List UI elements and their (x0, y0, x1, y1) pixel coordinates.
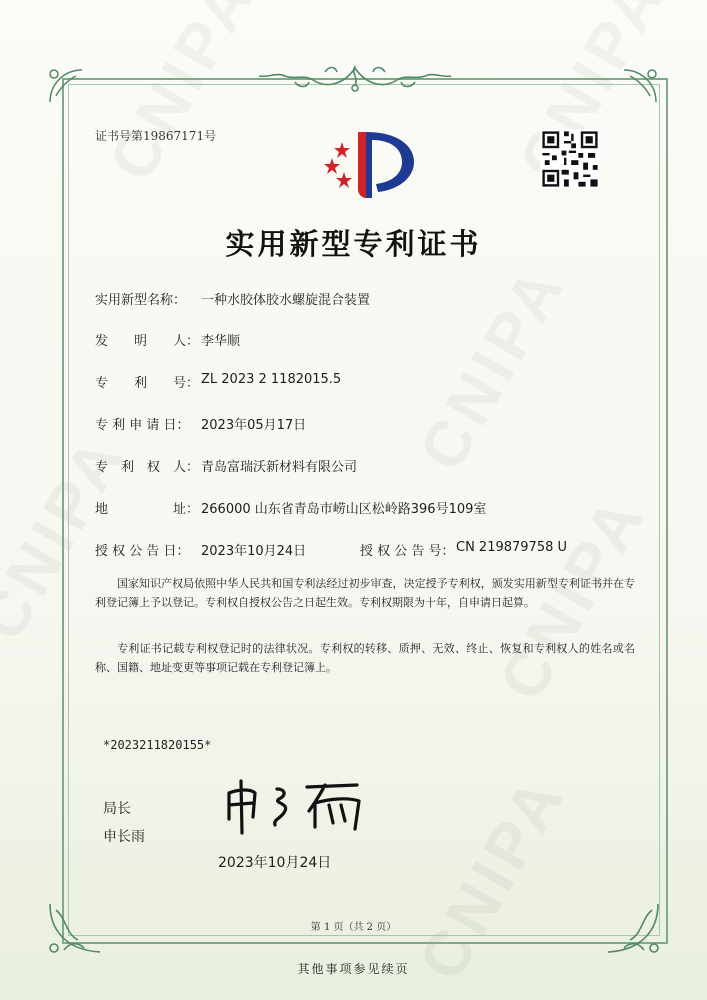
address-value: 266000 山东省青岛市崂山区松岭路396号109室 (201, 502, 487, 517)
grant-statement-paragraph: 国家知识产权局依照中华人民共和国专利法经过初步审查，决定授予专利权，颁发实用新型专利证书并在专利登记簿上予以登记。专利权自授权公告之日起生效。专利权期限为十年，自申请日起算。 (95, 577, 635, 609)
grant-number-label: 授 权 公 告 号： (360, 544, 455, 559)
barcode-serial: *2023211820155* (103, 738, 212, 752)
patent-number-label: 专 利 号： (95, 376, 200, 391)
handwritten-signature (215, 775, 375, 835)
qr-code-icon (540, 129, 600, 189)
grant-date-value: 2023年10月24日 (201, 544, 307, 559)
floral-ornament-icon (255, 62, 455, 96)
page-number: 第 1 页（共 2 页） (310, 922, 397, 933)
inventor-label: 发 明 人： (95, 334, 200, 349)
certificate-title: 实用新型专利证书 (225, 227, 482, 261)
signature-date: 2023年10月24日 (218, 855, 332, 871)
legal-status-paragraph: 专利证书记载专利权登记时的法律状况。专利权的转移、质押、无效、终止、恢复和专利权人的姓名或名称、国籍、地址变更等事项记载在专利登记簿上。 (95, 642, 635, 674)
signatory-title: 局长 (103, 801, 131, 817)
filing-date-label: 专 利 申 请 日： (95, 418, 190, 433)
address-label: 地 址： (95, 502, 200, 517)
patentee-label: 专 利 权 人： (95, 460, 200, 475)
patent-number-value: ZL 2023 2 1182015.5 (201, 372, 342, 387)
inventor-value: 李华顺 (201, 334, 241, 349)
certificate-number: 证书号第19867171号 (95, 129, 217, 143)
continuation-note: 其他事项参见续页 (297, 962, 410, 976)
floral-ornament-icon (620, 66, 660, 106)
floral-ornament-icon (46, 66, 86, 106)
grant-number-value: CN 219879758 U (456, 540, 568, 555)
patentee-value: 青岛富瑞沃新材料有限公司 (201, 460, 358, 475)
filing-date-value: 2023年05月17日 (201, 418, 307, 433)
signatory-name: 申长雨 (103, 829, 145, 845)
cnipa-logo-icon (318, 124, 418, 202)
utility-model-name-label: 实用新型名称： (95, 293, 187, 308)
grant-date-label: 授 权 公 告 日： (95, 544, 190, 559)
utility-model-name-value: 一种水胶体胶水螺旋混合装置 (201, 293, 371, 308)
